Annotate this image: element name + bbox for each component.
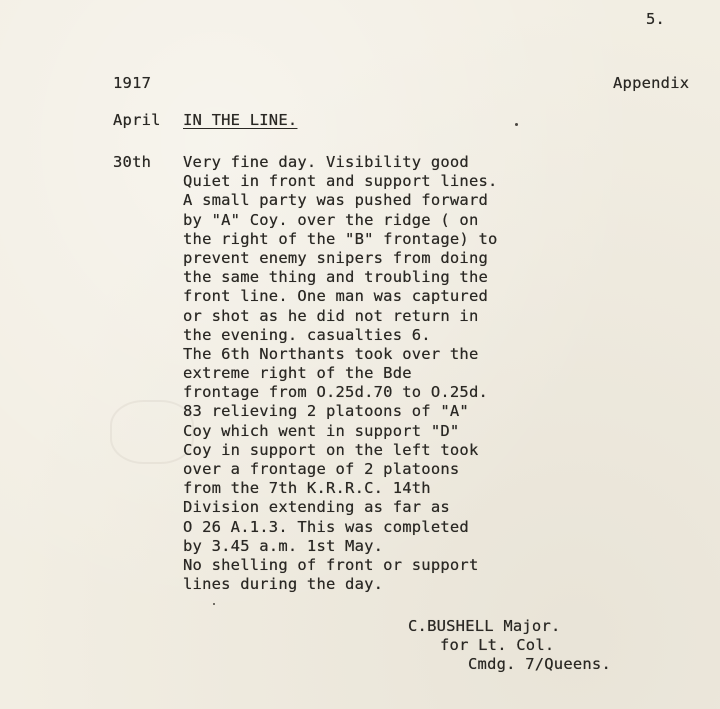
year: 1917 [113, 74, 152, 92]
signature-name: C.BUSHELL Major. [408, 617, 561, 635]
entry-line: by "A" Coy. over the ridge ( on [183, 210, 479, 229]
entry-line: the same thing and troubling the [183, 268, 489, 287]
ink-speck [213, 603, 215, 605]
entry-line: 83 relieving 2 platoons of "A" [183, 402, 469, 421]
diary-entry [183, 153, 498, 594]
entry-line: extreme right of the Bde [183, 364, 412, 383]
entry-line: Quiet in front and support lines. [183, 172, 498, 191]
entry-line: or shot as he did not return in [183, 306, 479, 325]
entry-line: A small party was pushed forward [183, 191, 489, 210]
entry-line: Division extending as far as [183, 498, 450, 517]
entry-line: No shelling of front or support [183, 555, 479, 574]
entry-line: O 26 A.1.3. This was completed [183, 517, 469, 536]
entry-line: by 3.45 a.m. 1st May. [183, 536, 384, 555]
signature-for: for Lt. Col. [440, 636, 555, 655]
entry-line: prevent enemy snipers from doing [183, 248, 489, 267]
appendix-label: Appendix [613, 74, 690, 92]
entry-line: the right of the "B" frontage) to [183, 229, 498, 248]
signature-command: Cmdg. 7/Queens. [468, 655, 611, 674]
entry-line: front line. One man was captured [183, 287, 489, 306]
section-title: IN THE LINE. [183, 111, 298, 129]
entry-day: 30th [113, 153, 152, 171]
entry-line: lines during the day. [183, 575, 384, 594]
paper-show-through-mark [110, 400, 194, 464]
entry-line: The 6th Northants took over the [183, 344, 479, 363]
ink-speck [515, 123, 518, 126]
entry-line: from the 7th K.R.R.C. 14th [183, 479, 431, 498]
month: April [113, 111, 161, 129]
entry-line: the evening. casualties 6. [183, 325, 431, 344]
signature-block [400, 617, 611, 675]
entry-line: frontage from O.25d.70 to O.25d. [183, 383, 489, 402]
entry-line: Coy which went in support "D" [183, 421, 460, 440]
entry-line: Coy in support on the left took [183, 440, 479, 459]
page-number: 5. [646, 10, 666, 28]
entry-line: over a frontage of 2 platoons [183, 460, 460, 478]
entry-line: Very fine day. Visibility good [183, 153, 469, 171]
